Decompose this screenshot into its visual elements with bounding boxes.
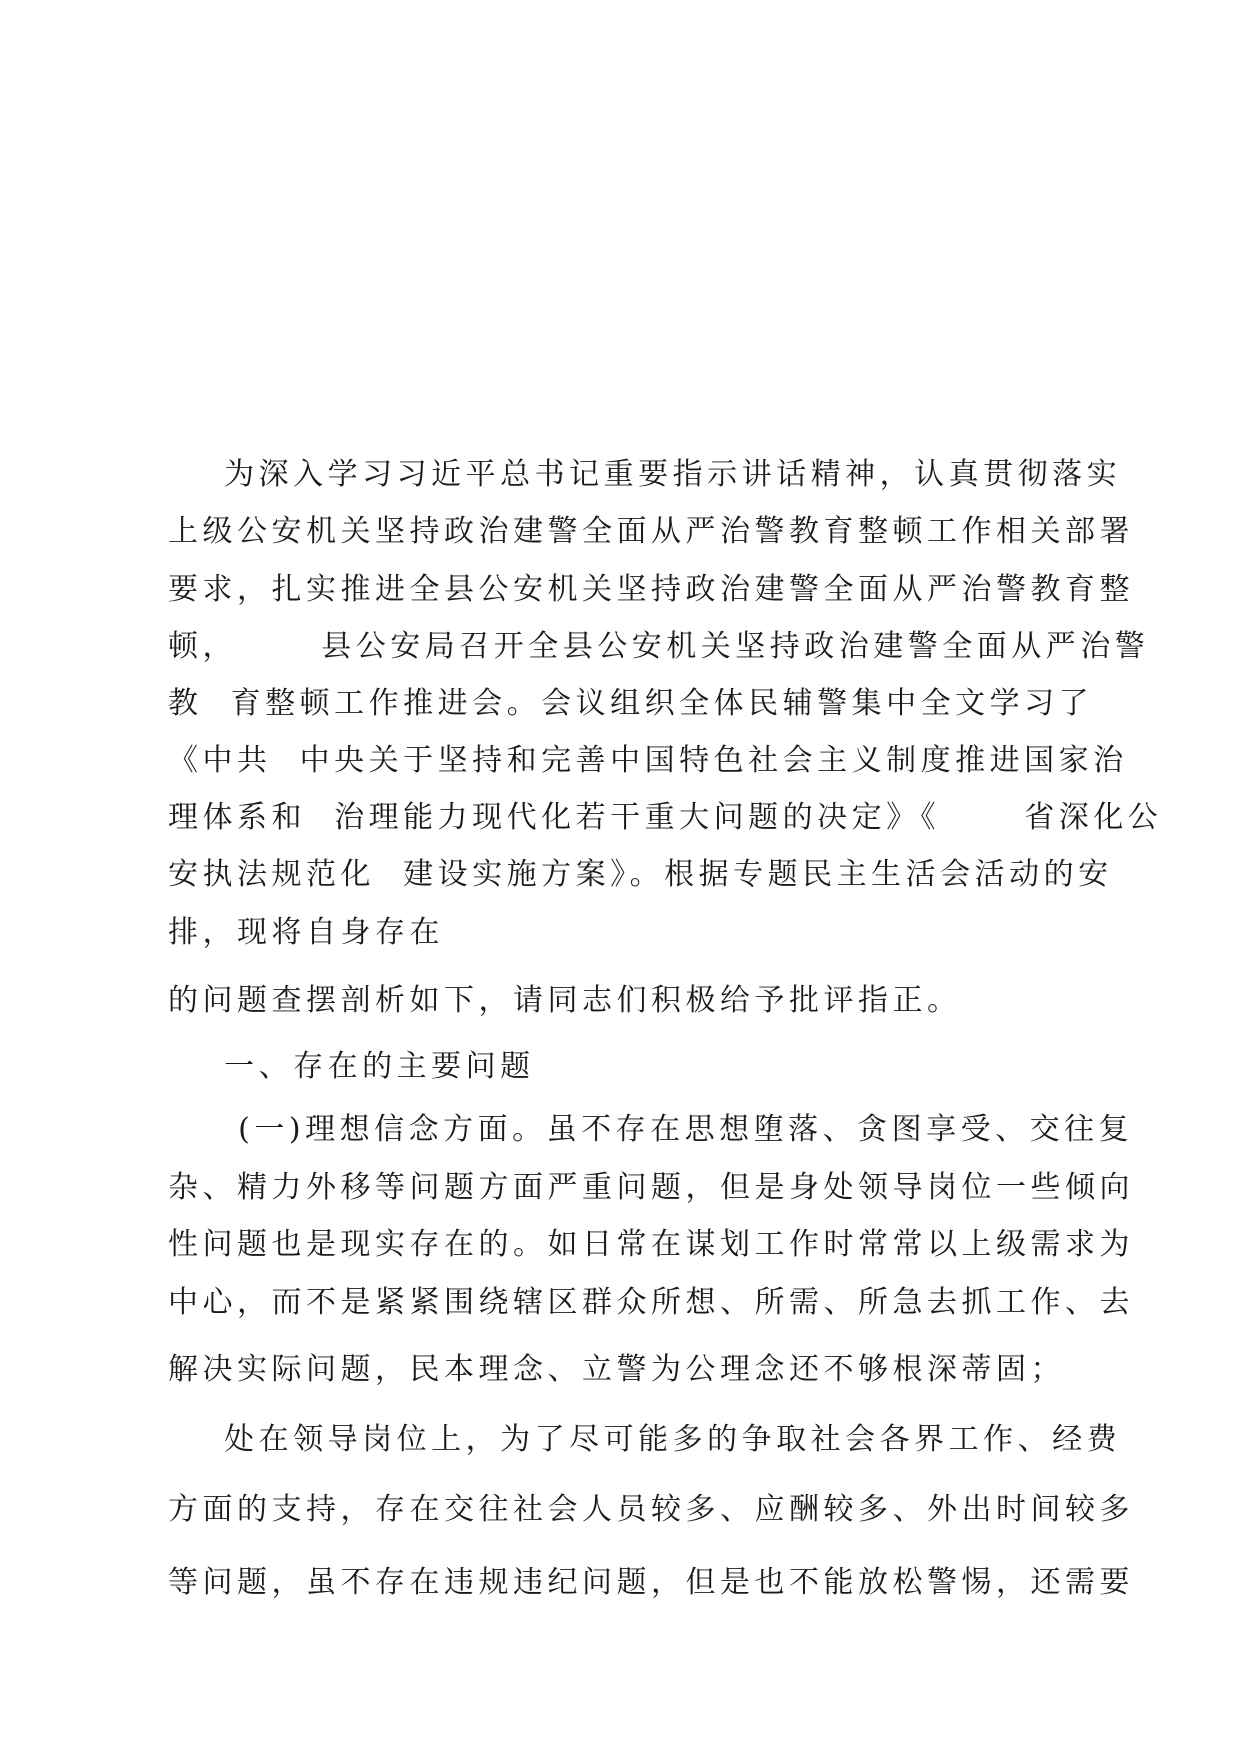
paragraph-line: 处在领导岗位上，为了尽可能多的争取社会各界工作、经费 bbox=[168, 1422, 1122, 1457]
paragraph-line: 教 育整顿工作推进会。会议组织全体民辅警集中全文学习了 bbox=[168, 686, 1094, 721]
paragraph-line: 顿， 县公安局召开全县公安机关坚持政治建警全面从严治警 bbox=[168, 629, 1150, 664]
paragraph-line: 理体系和 治理能力现代化若干重大问题的决定》《 省深化公 bbox=[168, 800, 1163, 835]
paragraph-line: 要求，扎实推进全县公安机关坚持政治建警全面从严治警教育整 bbox=[168, 572, 1134, 607]
paragraph-line: 性问题也是现实存在的。如日常在谋划工作时常常以上级需求为 bbox=[168, 1227, 1134, 1262]
paragraph-line: 上级公安机关坚持政治建警全面从严治警教育整顿工作相关部署 bbox=[168, 514, 1134, 549]
paragraph-line: 的问题查摆剖析如下，请同志们积极给予批评指正。 bbox=[168, 983, 962, 1018]
paragraph-line: 等问题，虽不存在违规违纪问题，但是也不能放松警惕，还需要 bbox=[168, 1565, 1134, 1600]
paragraph-line: 中心，而不是紧紧围绕辖区群众所想、所需、所急去抓工作、去 bbox=[168, 1285, 1134, 1320]
paragraph-line: 为深入学习习近平总书记重要指示讲话精神，认真贯彻落实 bbox=[168, 457, 1122, 492]
paragraph-line: 排，现将自身存在 bbox=[168, 915, 444, 950]
paragraph-line: 安执法规范化 建设实施方案》。根据专题民主生活会活动的安 bbox=[168, 857, 1113, 892]
paragraph-line: 杂、精力外移等问题方面严重问题，但是身处领导岗位一些倾向 bbox=[168, 1170, 1134, 1205]
paragraph-line: 方面的支持，存在交往社会人员较多、应酬较多、外出时间较多 bbox=[168, 1492, 1134, 1527]
section-heading: 一、存在的主要问题 bbox=[168, 1049, 535, 1084]
paragraph-line: 《中共 中央关于坚持和完善中国特色社会主义制度推进国家治 bbox=[168, 743, 1128, 778]
paragraph-line: (一)理想信念方面。虽不存在思想堕落、贪图享受、交往复 bbox=[168, 1112, 1134, 1147]
paragraph-line: 解决实际问题，民本理念、立警为公理念还不够根深蒂固； bbox=[168, 1352, 1065, 1387]
